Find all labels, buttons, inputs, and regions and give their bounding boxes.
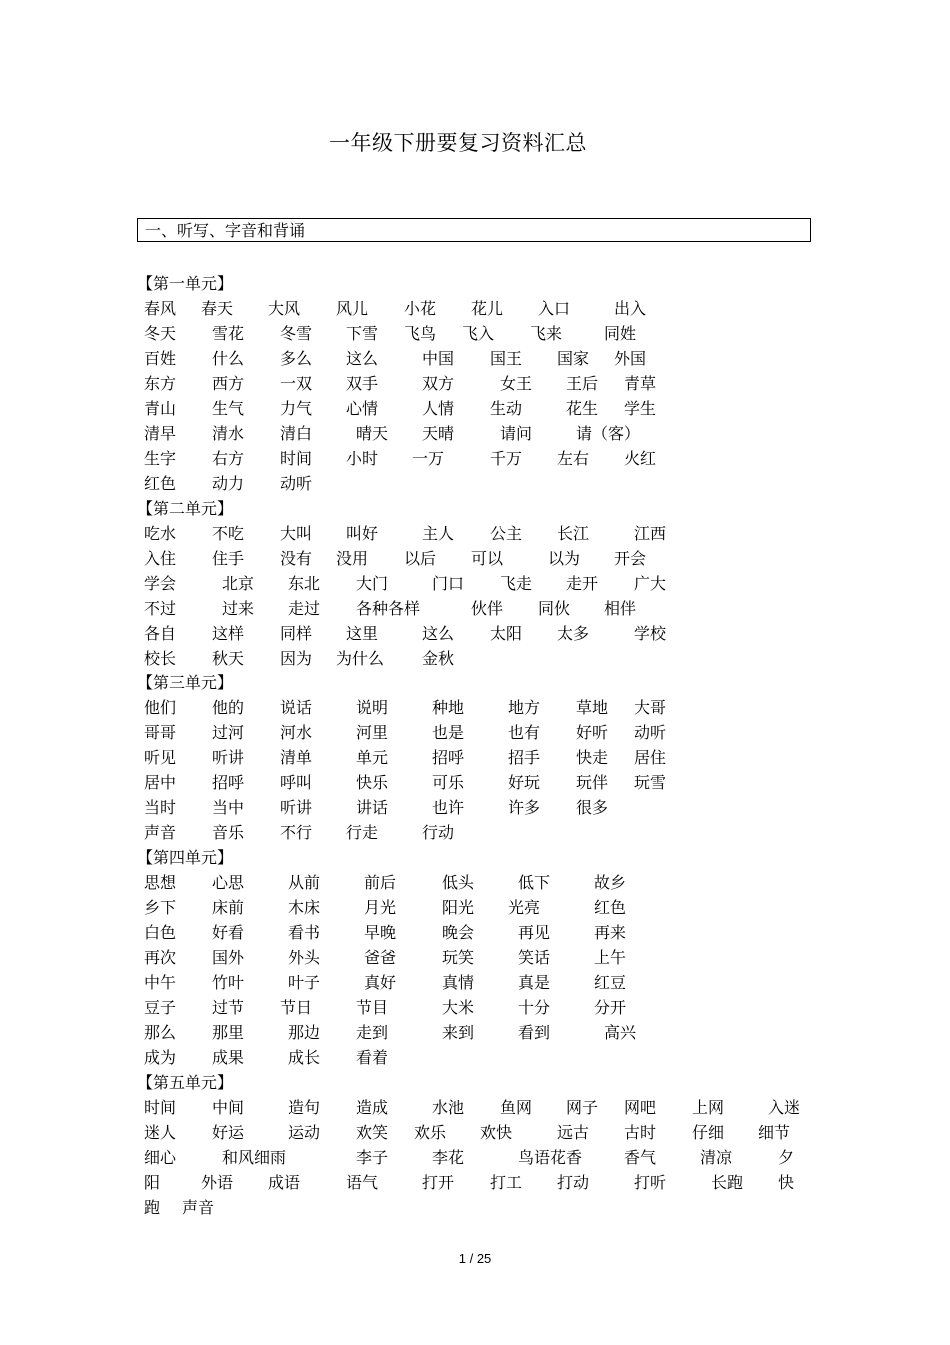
vocabulary-word: 力气	[280, 399, 313, 418]
vocabulary-word: 下雪	[346, 324, 379, 343]
vocabulary-word: 语气	[346, 1173, 379, 1192]
vocabulary-word: 双手	[346, 374, 379, 393]
vocabulary-word: 晚会	[442, 923, 475, 942]
vocabulary-word: 左右	[557, 449, 590, 468]
vocabulary-word: 入住	[144, 549, 177, 568]
vocabulary-word: 门口	[432, 574, 465, 593]
section-heading: 一、听写、字音和背诵	[145, 221, 306, 240]
vocabulary-word: 低下	[518, 873, 551, 892]
vocabulary-word: 节日	[280, 998, 313, 1017]
vocabulary-word: 分开	[594, 998, 627, 1017]
vocabulary-word: 当中	[212, 798, 245, 817]
vocabulary-word: 西方	[212, 374, 245, 393]
vocabulary-word: 欢笑	[356, 1123, 389, 1142]
vocabulary-word: 不吃	[212, 524, 245, 543]
vocabulary-word: 叶子	[288, 973, 321, 992]
vocabulary-word: 他们	[144, 698, 177, 717]
vocabulary-word: 再来	[594, 923, 627, 942]
vocabulary-word: 听见	[144, 748, 177, 767]
vocabulary-word: 没有	[280, 549, 313, 568]
vocabulary-word: 思想	[144, 873, 177, 892]
vocabulary-word: 不行	[280, 823, 313, 842]
vocabulary-word: 成语	[268, 1173, 301, 1192]
vocabulary-word: 声音	[182, 1198, 215, 1217]
vocabulary-word: 招呼	[432, 748, 465, 767]
vocabulary-word: 长江	[557, 524, 590, 543]
vocabulary-word: 外国	[614, 349, 647, 368]
vocabulary-word: 细节	[758, 1123, 791, 1142]
vocabulary-word: 这样	[212, 624, 245, 643]
vocabulary-word: 细心	[144, 1148, 177, 1167]
vocabulary-word: 好看	[212, 923, 245, 942]
vocabulary-word: 小花	[404, 299, 437, 318]
vocabulary-word: 运动	[288, 1123, 321, 1142]
vocabulary-word: 花生	[566, 399, 599, 418]
page-number-total: 25	[476, 1251, 492, 1266]
unit-heading: 【第一单元】	[137, 274, 234, 293]
vocabulary-word: 这里	[346, 624, 379, 643]
vocabulary-word: 入口	[538, 299, 571, 318]
vocabulary-word: 吃水	[144, 524, 177, 543]
vocabulary-word: 故乡	[594, 873, 627, 892]
vocabulary-word: 以为	[548, 549, 581, 568]
vocabulary-word: 叫好	[346, 524, 379, 543]
vocabulary-word: 招手	[508, 748, 541, 767]
vocabulary-word: 单元	[356, 748, 389, 767]
vocabulary-word: 木床	[288, 898, 321, 917]
page-number-current: 1	[458, 1251, 466, 1266]
vocabulary-word: 造句	[288, 1098, 321, 1117]
vocabulary-word: 成果	[212, 1048, 245, 1067]
vocabulary-word: 月光	[364, 898, 397, 917]
vocabulary-word: 看到	[518, 1023, 551, 1042]
vocabulary-word: 许多	[508, 798, 541, 817]
vocabulary-word: 红色	[144, 474, 177, 493]
vocabulary-word: 当时	[144, 798, 177, 817]
vocabulary-word: 广大	[634, 574, 667, 593]
vocabulary-word: 哥哥	[144, 723, 177, 742]
vocabulary-word: 快走	[576, 748, 609, 767]
vocabulary-word: 飞鸟	[404, 324, 437, 343]
vocabulary-word: 古时	[624, 1123, 657, 1142]
vocabulary-word: 那么	[144, 1023, 177, 1042]
vocabulary-word: 这么	[346, 349, 379, 368]
vocabulary-word: 生气	[212, 399, 245, 418]
vocabulary-word: 外语	[201, 1173, 234, 1192]
vocabulary-word: 一万	[412, 449, 445, 468]
unit-heading: 【第五单元】	[137, 1073, 234, 1092]
vocabulary-word: 也是	[432, 723, 465, 742]
vocabulary-word: 主人	[422, 524, 455, 543]
vocabulary-word: 时间	[280, 449, 313, 468]
vocabulary-word: 百姓	[144, 349, 177, 368]
vocabulary-word: 人情	[422, 399, 455, 418]
unit-heading: 【第二单元】	[137, 499, 234, 518]
vocabulary-word: 春天	[201, 299, 234, 318]
vocabulary-word: 欢乐	[414, 1123, 447, 1142]
vocabulary-word: 中午	[144, 973, 177, 992]
vocabulary-word: 不过	[144, 599, 177, 618]
vocabulary-word: 高兴	[604, 1023, 637, 1042]
document-title: 一年级下册要复习资料汇总	[329, 131, 587, 155]
vocabulary-word: 江西	[634, 524, 667, 543]
vocabulary-word: 网子	[566, 1098, 599, 1117]
vocabulary-word: 大哥	[634, 698, 667, 717]
vocabulary-word: 各种各样	[356, 599, 421, 618]
vocabulary-word: 过来	[222, 599, 255, 618]
vocabulary-word: 王后	[566, 374, 599, 393]
vocabulary-word: 跑	[144, 1198, 161, 1217]
vocabulary-word: 居住	[634, 748, 667, 767]
vocabulary-word: 双方	[422, 374, 455, 393]
vocabulary-word: 动力	[212, 474, 245, 493]
vocabulary-word: 一双	[280, 374, 313, 393]
vocabulary-word: 听讲	[212, 748, 245, 767]
vocabulary-word: 天晴	[422, 424, 455, 443]
vocabulary-word: 李花	[432, 1148, 465, 1167]
vocabulary-word: 住手	[212, 549, 245, 568]
vocabulary-word: 香气	[624, 1148, 657, 1167]
vocabulary-word: 国家	[557, 349, 590, 368]
vocabulary-word: 冬雪	[280, 324, 313, 343]
vocabulary-word: 豆子	[144, 998, 177, 1017]
vocabulary-word: 居中	[144, 773, 177, 792]
vocabulary-word: 好玩	[508, 773, 541, 792]
page-number-separator: /	[469, 1251, 474, 1266]
vocabulary-word: 清水	[212, 424, 245, 443]
vocabulary-word: 花儿	[471, 299, 504, 318]
vocabulary-word: 打动	[557, 1173, 590, 1192]
vocabulary-word: 床前	[212, 898, 245, 917]
vocabulary-word: 呼叫	[280, 773, 313, 792]
vocabulary-word: 水池	[432, 1098, 465, 1117]
vocabulary-word: 生动	[490, 399, 523, 418]
vocabulary-word: 清早	[144, 424, 177, 443]
vocabulary-word: 快乐	[356, 773, 389, 792]
vocabulary-word: 竹叶	[212, 973, 245, 992]
vocabulary-word: 阳	[144, 1173, 161, 1192]
vocabulary-word: 生字	[144, 449, 177, 468]
vocabulary-word: 早晚	[364, 923, 397, 942]
vocabulary-word: 李子	[356, 1148, 389, 1167]
vocabulary-word: 东方	[144, 374, 177, 393]
vocabulary-word: 中国	[422, 349, 455, 368]
vocabulary-word: 也有	[508, 723, 541, 742]
vocabulary-word: 阳光	[442, 898, 475, 917]
vocabulary-word: 请问	[500, 424, 533, 443]
vocabulary-word: 大门	[356, 574, 389, 593]
vocabulary-word: 小时	[346, 449, 379, 468]
vocabulary-word: 国王	[490, 349, 523, 368]
vocabulary-word: 出入	[614, 299, 647, 318]
vocabulary-word: 学会	[144, 574, 177, 593]
vocabulary-word: 走到	[356, 1023, 389, 1042]
vocabulary-word: 各自	[144, 624, 177, 643]
vocabulary-word: 真是	[518, 973, 551, 992]
vocabulary-word: 东北	[288, 574, 321, 593]
vocabulary-word: 成长	[288, 1048, 321, 1067]
vocabulary-word: 上午	[594, 948, 627, 967]
vocabulary-word: 同伙	[538, 599, 571, 618]
vocabulary-word: 动听	[280, 474, 313, 493]
vocabulary-word: 北京	[222, 574, 255, 593]
vocabulary-word: 爸爸	[364, 948, 397, 967]
vocabulary-word: 低头	[442, 873, 475, 892]
vocabulary-word: 走开	[566, 574, 599, 593]
vocabulary-word: 招呼	[212, 773, 245, 792]
vocabulary-word: 鸟语花香	[518, 1148, 583, 1167]
vocabulary-word: 因为	[280, 649, 313, 668]
vocabulary-word: 乡下	[144, 898, 177, 917]
vocabulary-word: 外头	[288, 948, 321, 967]
vocabulary-word: 清单	[280, 748, 313, 767]
vocabulary-word: 行走	[346, 823, 379, 842]
vocabulary-word: 风儿	[336, 299, 369, 318]
vocabulary-word: 草地	[576, 698, 609, 717]
vocabulary-word: 好运	[212, 1123, 245, 1142]
vocabulary-word: 打工	[490, 1173, 523, 1192]
vocabulary-word: 晴天	[356, 424, 389, 443]
vocabulary-word: 打开	[422, 1173, 455, 1192]
vocabulary-word: 千万	[490, 449, 523, 468]
vocabulary-word: 可以	[471, 549, 504, 568]
vocabulary-word: 中间	[212, 1098, 245, 1117]
vocabulary-word: 看着	[356, 1048, 389, 1067]
vocabulary-word: 飞入	[462, 324, 495, 343]
vocabulary-word: 和风细雨	[222, 1148, 287, 1167]
vocabulary-word: 红色	[594, 898, 627, 917]
vocabulary-word: 迷人	[144, 1123, 177, 1142]
vocabulary-word: 夕	[778, 1148, 795, 1167]
vocabulary-word: 女王	[500, 374, 533, 393]
vocabulary-word: 他的	[212, 698, 245, 717]
vocabulary-word: 造成	[356, 1098, 389, 1117]
vocabulary-word: 过河	[212, 723, 245, 742]
vocabulary-word: 来到	[442, 1023, 475, 1042]
vocabulary-word: 那里	[212, 1023, 245, 1042]
vocabulary-word: 清白	[280, 424, 313, 443]
vocabulary-word: 相伴	[604, 599, 637, 618]
vocabulary-word: 前后	[364, 873, 397, 892]
vocabulary-word: 说话	[280, 698, 313, 717]
vocabulary-word: 上网	[692, 1098, 725, 1117]
vocabulary-word: 看书	[288, 923, 321, 942]
vocabulary-word: 大叫	[280, 524, 313, 543]
vocabulary-word: 火红	[624, 449, 657, 468]
vocabulary-word: 可乐	[432, 773, 465, 792]
vocabulary-word: 动听	[634, 723, 667, 742]
vocabulary-word: 网吧	[624, 1098, 657, 1117]
vocabulary-word: 学校	[634, 624, 667, 643]
vocabulary-word: 同姓	[604, 324, 637, 343]
vocabulary-word: 春风	[144, 299, 177, 318]
vocabulary-word: 从前	[288, 873, 321, 892]
vocabulary-word: 学生	[624, 399, 657, 418]
vocabulary-word: 听讲	[280, 798, 313, 817]
vocabulary-word: 种地	[432, 698, 465, 717]
vocabulary-word: 校长	[144, 649, 177, 668]
vocabulary-word: 同样	[280, 624, 313, 643]
vocabulary-word: 心情	[346, 399, 379, 418]
vocabulary-word: 太多	[557, 624, 590, 643]
vocabulary-word: 清凉	[700, 1148, 733, 1167]
vocabulary-word: 欢快	[480, 1123, 513, 1142]
vocabulary-word: 过节	[212, 998, 245, 1017]
vocabulary-word: 飞走	[500, 574, 533, 593]
vocabulary-word: 十分	[518, 998, 551, 1017]
vocabulary-word: 以后	[404, 549, 437, 568]
vocabulary-word: 再见	[518, 923, 551, 942]
vocabulary-word: 走过	[288, 599, 321, 618]
vocabulary-word: 那边	[288, 1023, 321, 1042]
vocabulary-word: 鱼网	[500, 1098, 533, 1117]
vocabulary-word: 说明	[356, 698, 389, 717]
vocabulary-word: 真好	[364, 973, 397, 992]
vocabulary-word: 心思	[212, 873, 245, 892]
vocabulary-word: 声音	[144, 823, 177, 842]
vocabulary-word: 大风	[268, 299, 301, 318]
vocabulary-word: 再次	[144, 948, 177, 967]
vocabulary-word: 好听	[576, 723, 609, 742]
vocabulary-word: 红豆	[594, 973, 627, 992]
vocabulary-word: 伙伴	[471, 599, 504, 618]
vocabulary-word: 很多	[576, 798, 609, 817]
vocabulary-word: 白色	[144, 923, 177, 942]
unit-heading: 【第三单元】	[137, 673, 234, 692]
vocabulary-word: 地方	[508, 698, 541, 717]
vocabulary-word: 太阳	[490, 624, 523, 643]
vocabulary-word: 真情	[442, 973, 475, 992]
vocabulary-word: 行动	[422, 823, 455, 842]
vocabulary-word: 仔细	[692, 1123, 725, 1142]
vocabulary-word: 长跑	[711, 1173, 744, 1192]
vocabulary-word: 成为	[144, 1048, 177, 1067]
vocabulary-word: 时间	[144, 1098, 177, 1117]
unit-heading: 【第四单元】	[137, 848, 234, 867]
vocabulary-word: 为什么	[336, 649, 385, 668]
vocabulary-word: 冬天	[144, 324, 177, 343]
vocabulary-word: 金秋	[422, 649, 455, 668]
vocabulary-word: 右方	[212, 449, 245, 468]
vocabulary-word: 国外	[212, 948, 245, 967]
vocabulary-word: 秋天	[212, 649, 245, 668]
vocabulary-word: 没用	[336, 549, 369, 568]
vocabulary-word: 大米	[442, 998, 475, 1017]
vocabulary-word: 快	[778, 1173, 795, 1192]
vocabulary-word: 远古	[557, 1123, 590, 1142]
vocabulary-word: 打听	[634, 1173, 667, 1192]
vocabulary-word: 多么	[280, 349, 313, 368]
vocabulary-word: 玩雪	[634, 773, 667, 792]
vocabulary-word: 什么	[212, 349, 245, 368]
page-footer	[0, 1251, 950, 1266]
vocabulary-word: 光亮	[508, 898, 541, 917]
vocabulary-word: 玩笑	[442, 948, 475, 967]
vocabulary-word: 飞来	[530, 324, 563, 343]
vocabulary-word: 笑话	[518, 948, 551, 967]
vocabulary-word: 雪花	[212, 324, 245, 343]
vocabulary-word: 青山	[144, 399, 177, 418]
vocabulary-word: 青草	[624, 374, 657, 393]
vocabulary-word: 节目	[356, 998, 389, 1017]
vocabulary-word: 入迷	[768, 1098, 801, 1117]
vocabulary-word: 音乐	[212, 823, 245, 842]
vocabulary-word: 开会	[614, 549, 647, 568]
vocabulary-word: 这么	[422, 624, 455, 643]
vocabulary-word: 讲话	[356, 798, 389, 817]
vocabulary-word: 请（客）	[576, 424, 641, 443]
vocabulary-word: 河里	[356, 723, 389, 742]
vocabulary-word: 玩伴	[576, 773, 609, 792]
vocabulary-word: 河水	[280, 723, 313, 742]
vocabulary-word: 也许	[432, 798, 465, 817]
vocabulary-word: 公主	[490, 524, 523, 543]
